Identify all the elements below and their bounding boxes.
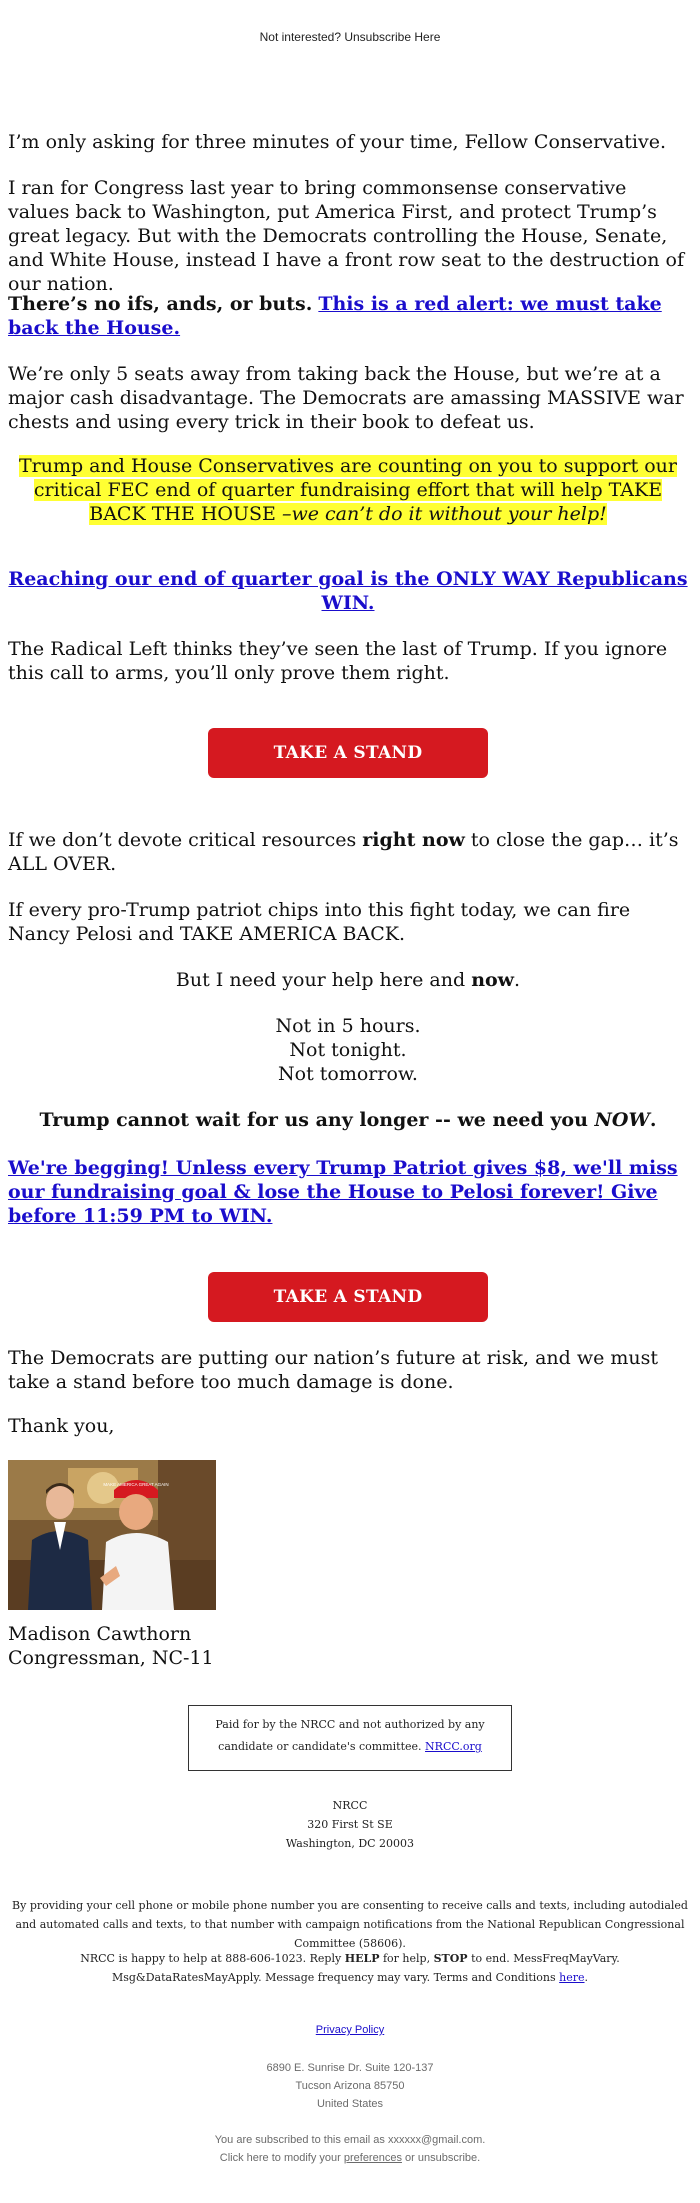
begging-paragraph: [8, 1156, 688, 1228]
modify-text-a: Click here to modify your: [219, 2152, 341, 2164]
paid-for-text: Paid for by the NRCC and not authorized by any candidate or candidate's committee.: [215, 1718, 485, 1753]
cannot-wait-period: .: [649, 1109, 657, 1131]
signer-name: Madison Cawthorn: [8, 1623, 192, 1645]
cap-text: MAKE AMERICA GREAT AGAIN: [103, 1482, 169, 1487]
modify-preferences: [0, 2152, 700, 2164]
address-line-1: 6890 E. Sunrise Dr. Suite 120-137: [266, 2062, 434, 2074]
cannot-wait-text: Trump cannot wait for us any longer -- we need you: [39, 1109, 588, 1131]
consent-text: By providing your cell phone or mobile phone number you are consenting to receive calls and texts, including autodialed and automated calls and texts, to that number with campaign notifications from the National Republican Congressional Committee (58606).: [12, 1899, 688, 1950]
resources-text-b: to close the gap… it’s ALL OVER.: [8, 829, 679, 875]
thank-you: Thank you,: [8, 1415, 115, 1437]
address-line-3: United States: [316, 2098, 384, 2110]
paragraph-radical-left: The Radical Left thinks they’ve seen the last of Trump. If you ignore this call to arms, you’ll only prove them right.: [8, 638, 668, 684]
org-street: 320 First St SE: [307, 1818, 393, 1831]
goal-paragraph: [8, 567, 688, 615]
address-line-2: Tucson Arizona 85750: [295, 2080, 405, 2092]
trump-cannot-wait: [8, 1108, 688, 1132]
goal-link[interactable]: Reaching our end of quarter goal is the ONLY WAY Republicans WIN.: [8, 568, 688, 614]
signer-title: Congressman, NC-11: [8, 1647, 214, 1669]
paid-for-box: [188, 1705, 512, 1771]
unsubscribe-link[interactable]: Not interested? Unsubscribe Here: [259, 30, 441, 44]
resources-bold: right now: [362, 829, 465, 851]
sms-help-keyword: HELP: [344, 1952, 380, 1965]
paragraph-red-alert: [8, 292, 688, 340]
highlight-italic: –we can’t do it without your help!: [276, 503, 607, 525]
nrcc-link[interactable]: NRCC.org: [425, 1740, 482, 1753]
sms-text-a: NRCC is happy to help at 888-606-1023. Reply: [80, 1952, 342, 1965]
not-tonight: Not tonight.: [289, 1039, 407, 1061]
paragraph-intro: I ran for Congress last year to bring commonsense conservative values back to Washington, put America First, and protect Trump’s great legacy. But with the Democrats controlling the House, Senate, and White House, instead I have a front row seat to the destruction of our nation.: [8, 177, 685, 295]
help-now-text: But I need your help here and: [175, 969, 466, 991]
greeting: I’m only asking for three minutes of your time, Fellow Conservative.: [8, 131, 667, 153]
privacy-policy-link[interactable]: [0, 2024, 700, 2036]
take-a-stand-button-2[interactable]: TAKE A STAND: [208, 1272, 488, 1322]
red-alert-link[interactable]: This is a red alert: we must take back the House.: [8, 293, 662, 339]
signer-photo: [8, 1460, 216, 1610]
begging-link[interactable]: We're begging! Unless every Trump Patriot gives $8, we'll miss our fundraising goal & lose the House to Pelosi forever! Give before 11:59 PM to WIN.: [8, 1157, 678, 1227]
paragraph-future: The Democrats are putting our nation’s future at risk, and we must take a stand before too much damage is done.: [8, 1347, 659, 1393]
terms-here-link[interactable]: here: [559, 1971, 585, 1984]
privacy-policy-anchor[interactable]: Privacy Policy: [315, 2024, 385, 2036]
org-name: NRCC: [332, 1799, 368, 1812]
org-city: Washington, DC 20003: [285, 1837, 415, 1850]
sms-terms: [6, 1949, 694, 1987]
paragraph-seats: We’re only 5 seats away from taking back the House, but we’re at a major cash disadvantage. The Democrats are amassing MASSIVE war chests and using every trick in their book to defeat us.: [8, 363, 684, 433]
resources-text-a: If we don’t devote critical resources: [8, 829, 357, 851]
paragraph-help-now: [8, 968, 688, 992]
not-tomorrow: Not tomorrow.: [278, 1063, 418, 1085]
cannot-wait-now: NOW: [594, 1109, 650, 1131]
help-now-bold: now: [471, 969, 515, 991]
highlight-paragraph: [8, 454, 688, 526]
sms-text-b: for help,: [382, 1952, 431, 1965]
modify-text-b: or unsubscribe.: [405, 2152, 481, 2164]
sms-text-d: .: [584, 1971, 589, 1984]
take-a-stand-button-1[interactable]: TAKE A STAND: [208, 728, 488, 778]
highlight-main: Trump and House Conservatives are counting on you to support our critical FEC end of quarter fundraising effort that will help TAKE BACK THE HOUSE: [18, 455, 678, 525]
preferences-link[interactable]: preferences: [343, 2152, 402, 2164]
paragraph-resources: [8, 828, 688, 876]
help-now-period: .: [514, 969, 521, 991]
sms-text-c: to end. MessFreqMayVary. Msg&DataRatesMayApply. Message frequency may vary. Terms and Conditions: [111, 1952, 620, 1984]
red-alert-lead: There’s no ifs, ands, or buts.: [8, 293, 313, 315]
sms-stop-keyword: STOP: [433, 1952, 468, 1965]
paragraph-patriot: If every pro-Trump patriot chips into this fight today, we can fire Nancy Pelosi and TAKE AMERICA BACK.: [8, 899, 631, 945]
not-in-5-hours: Not in 5 hours.: [275, 1015, 421, 1037]
subscribed-email: You are subscribed to this email as xxxxxx@gmail.com.: [214, 2134, 486, 2146]
